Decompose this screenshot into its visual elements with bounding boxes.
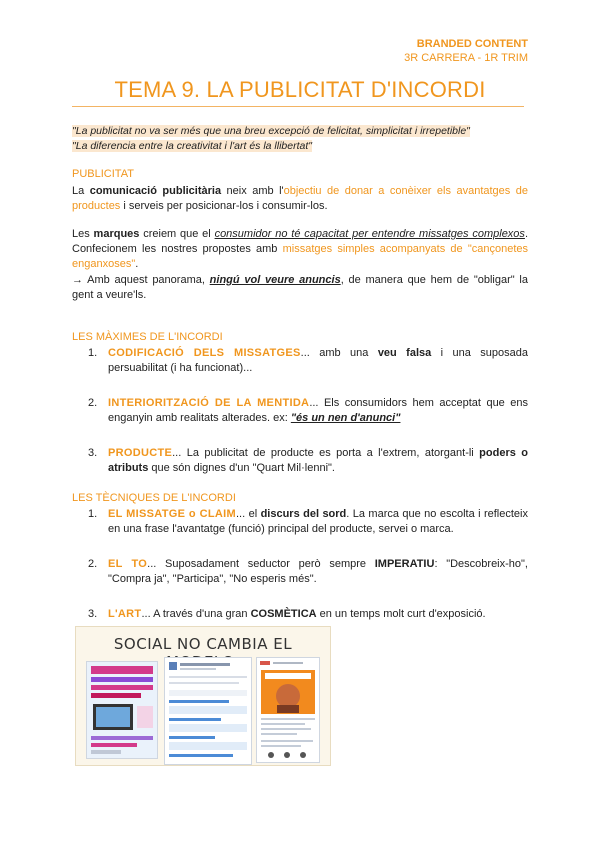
text-bold: poders o atributs bbox=[108, 447, 528, 474]
list-item bbox=[72, 607, 528, 622]
text: neix amb l' bbox=[221, 185, 284, 197]
social-feed-illustration bbox=[165, 658, 251, 764]
image-title: SOCIAL NO CAMBIA EL bbox=[113, 635, 293, 653]
text: ... A través d'una gran bbox=[141, 608, 251, 620]
list-item-caps: INTERIORITZACIÓ DE LA MENTIDA bbox=[108, 397, 310, 409]
text: Confecionem les nostres propostes amb bbox=[72, 243, 283, 255]
list-item bbox=[72, 346, 528, 376]
title-divider bbox=[72, 106, 524, 107]
text-bold: comunicació publicitària bbox=[89, 185, 222, 197]
text: ... amb una bbox=[300, 347, 378, 359]
quote-2: "La diferencia entre la creativitat i l'art és la llibertat" bbox=[72, 140, 312, 152]
maximes-list bbox=[72, 346, 528, 476]
page-title: TEMA 9. LA PUBLICITAT D'INCORDI bbox=[114, 77, 486, 102]
text-bold: COSMÈTICA bbox=[250, 608, 317, 620]
list-number: 1. bbox=[88, 508, 98, 520]
text: . bbox=[135, 258, 139, 270]
orange-ad-illustration bbox=[257, 658, 319, 762]
social-feed-panel bbox=[164, 657, 252, 765]
text-bold: "és un nen d'anunci" bbox=[290, 412, 401, 424]
text: → Amb aquest panorama, bbox=[72, 274, 210, 286]
text: que són dignes d'un "Quart Mil·lenni". bbox=[148, 462, 335, 474]
list-item bbox=[72, 557, 528, 587]
text-bold: discurs del sord bbox=[260, 508, 347, 520]
list-item bbox=[72, 507, 528, 537]
text: ... La publicitat de producte es porta a l'extrem, atorgant-li bbox=[172, 447, 480, 459]
section-heading-maximes: LES MÀXIMES DE L'INCORDI bbox=[72, 331, 223, 343]
text: , de manera que hem de "obligar" la gent a veure'ls. bbox=[72, 274, 528, 301]
ad-panel-left bbox=[86, 661, 158, 759]
list-item-caps: EL TO bbox=[108, 558, 148, 570]
list-item-caps: CODIFICACIÓ DELS MISSATGES bbox=[108, 347, 301, 359]
section-heading-publicitat: PUBLICITAT bbox=[72, 168, 134, 180]
tecniques-list bbox=[72, 507, 528, 622]
text: Les bbox=[72, 228, 94, 240]
text: La bbox=[72, 185, 90, 197]
text: : "Descobreix-ho", "Compra ja", "Participa", "No esperis més". bbox=[108, 558, 528, 585]
text-bold: IMPERATIU bbox=[374, 558, 435, 570]
quote-1: "La publicitat no va ser més que una breu excepció de felicitat, simplicitat i irrepetible" bbox=[72, 125, 470, 137]
text: i una suposada persuabilitat (i ha funcionat)... bbox=[108, 347, 528, 374]
list-item-caps: EL MISSATGE o CLAIM bbox=[108, 508, 236, 520]
text: ... el bbox=[236, 508, 261, 520]
list-number: 2. bbox=[88, 397, 98, 409]
list-item bbox=[72, 446, 528, 476]
quotes-block bbox=[72, 124, 470, 154]
text: i serveis per posicionar-los i consumir-los. bbox=[120, 200, 328, 212]
header-term: 3R CARRERA - 1R TRIM bbox=[404, 52, 528, 64]
list-number: 3. bbox=[88, 608, 98, 620]
text: ... Els consumidors hem acceptat que ens enganyin amb realitats alterades. ex: bbox=[108, 397, 529, 424]
list-item bbox=[72, 396, 528, 426]
text: ... Suposadament seductor però sempre bbox=[147, 558, 375, 570]
header-meta bbox=[404, 37, 528, 65]
text: en un temps molt curt d'exposició. bbox=[316, 608, 486, 620]
paragraph-publicitat-1 bbox=[72, 184, 528, 214]
text: . bbox=[524, 228, 528, 240]
text: creiem que el bbox=[139, 228, 215, 240]
text: . La marca que no escolta i reflecteix en una frase l'avantatge (funció) principal del producte, servei o marca. bbox=[108, 508, 528, 535]
text-underline: consumidor no té capacitat per entendre missatges complexos bbox=[214, 228, 525, 240]
social-media-image bbox=[75, 626, 331, 766]
text-highlight: missatges simples acompanyats de "cançonetes enganxoses" bbox=[72, 243, 528, 270]
paragraph-publicitat-2 bbox=[72, 227, 528, 272]
text-bold: veu falsa bbox=[377, 347, 432, 359]
list-number: 2. bbox=[88, 558, 98, 570]
header-course: BRANDED CONTENT bbox=[416, 38, 528, 50]
ad-panel-right bbox=[256, 657, 320, 763]
ad-collage-illustration bbox=[87, 662, 157, 758]
list-number: 3. bbox=[88, 447, 98, 459]
list-item-caps: PRODUCTE bbox=[108, 447, 173, 459]
paragraph-publicitat-3 bbox=[72, 273, 528, 303]
text-bold: marques bbox=[93, 228, 140, 240]
section-heading-tecniques: LES TÈCNIQUES DE L'INCORDI bbox=[72, 492, 236, 504]
list-item-caps: L'ART bbox=[108, 608, 142, 620]
text-underline-bold: ningú vol veure anuncis bbox=[209, 274, 341, 286]
text-highlight: objectiu de donar a conèixer els avantatges de productes bbox=[72, 185, 528, 212]
list-number: 1. bbox=[88, 347, 98, 359]
